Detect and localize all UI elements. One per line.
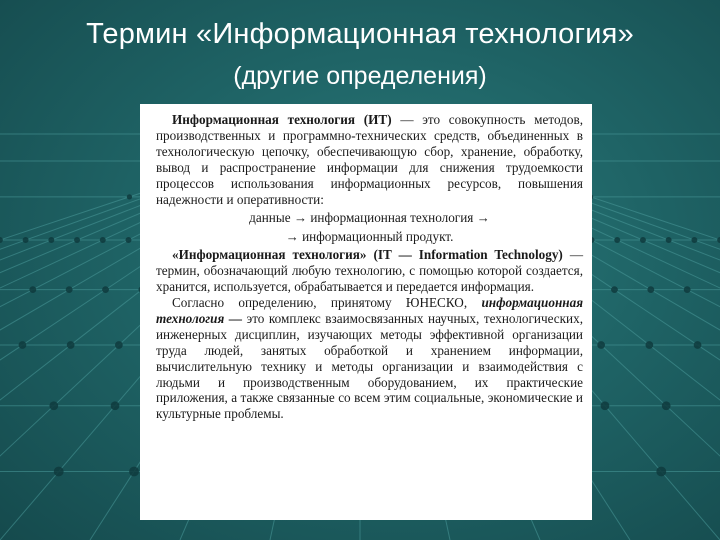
unesco-intro: Согласно определению, принятому ЮНЕСКО,: [172, 294, 482, 310]
grid-node: [66, 286, 73, 293]
grid-node: [656, 467, 666, 477]
definition-text-3: это комплекс взаимосвязанных научных, технологических, инженерных дисциплин, изучающих методы эффективной организации труда людей, занятых обработкой и хранением информации, вычислительную технику и методы организации и взаимодействия с людьми и производственным оборудованием, их практические приложения, а также связанные со всем этим социальные, экономические и культурные проблемы.: [156, 310, 583, 422]
definition-text-2: — термин, обозначающий любую технологию, с помощью которой создается, хранится, используется, обрабатывается и передается информация.: [156, 247, 584, 295]
grid-node: [662, 401, 671, 410]
slide-title: Термин «Информационная технология»: [86, 18, 634, 50]
chain-line-1: данные → информационная технология →: [249, 210, 490, 226]
grid-node: [0, 237, 3, 243]
term-information-technology: «Информационная технология» (IT — Information Technology): [172, 247, 563, 263]
grid-node: [100, 237, 106, 243]
term-it: Информационная технология (ИТ): [172, 112, 392, 127]
grid-node: [23, 237, 29, 243]
grid-node: [49, 401, 58, 410]
paragraph-unesco: [156, 295, 583, 422]
grid-node: [611, 286, 618, 293]
grid-node: [684, 286, 691, 293]
grid-node: [694, 341, 702, 349]
grid-node: [691, 237, 697, 243]
grid-node: [129, 467, 139, 477]
grid-node: [111, 401, 120, 410]
grid-node: [115, 341, 123, 349]
grid-node: [127, 194, 132, 199]
paragraph-information-technology: [156, 247, 583, 295]
grid-node: [125, 237, 131, 243]
grid-node: [19, 341, 27, 349]
grid-node: [640, 237, 646, 243]
grid-node: [67, 341, 75, 349]
grid-node: [614, 237, 620, 243]
grid-node: [597, 341, 605, 349]
document-page: [140, 104, 592, 520]
grid-node: [645, 341, 653, 349]
definition-text-1: — это совокупность методов, производственных и программно-технических средств, объединенных в технологическую цепочку, обеспечивающую сбор, хранение, обработку, вывод и распространение информации для снижения трудоемкости процессов использования информационных ресурсов, повышения надежности и оперативности:: [156, 112, 583, 207]
grid-node: [647, 286, 654, 293]
chain-line-2: → информационный продукт.: [285, 229, 454, 245]
grid-node: [666, 237, 672, 243]
grid-node: [29, 286, 36, 293]
grid-node: [54, 467, 64, 477]
grid-node: [102, 286, 109, 293]
term-unesco: информационная технология —: [156, 294, 583, 326]
grid-node: [74, 237, 80, 243]
slide-subtitle: (другие определения): [233, 62, 487, 90]
paragraph-it-definition: [156, 112, 583, 207]
grid-node: [601, 401, 610, 410]
grid-node: [48, 237, 54, 243]
